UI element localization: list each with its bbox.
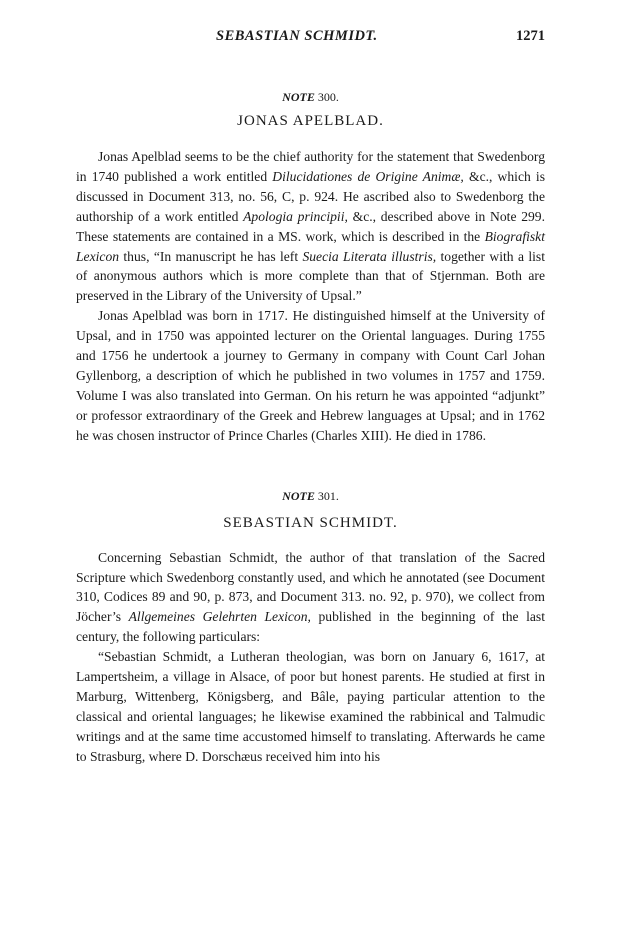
note-301-title: SEBASTIAN SCHMIDT. (223, 514, 398, 531)
p1-title-apologia: Apologia principii, (243, 208, 348, 224)
note-301-paragraph-2: “Sebastian Schmidt, a Lutheran theologian, was born on January 6, 1617, at Lampertsheim, a village in Alsace, of poor but honest parents. He studied at first in Marburg, Wittenberg, Königsberg, and Bâle, paying particular attention to the classical and oriental languages; he likewise examined the rabbinical and Talmudic writings and at the same time accustomed himself to translating. Afterwards he came to Strasburg, where D. Dorschæus received him into his (76, 649, 545, 764)
note-300-title: JONAS APELBLAD. (237, 113, 384, 129)
p3-text-a: Concerning Sebastian Schmidt, the author of that translation of the Sacred Scripture which Swedenborg constantly used, and which he annotated (see Document 310, Codices 89 and 90, p. 873, and Document 313. no. 92, p. 970), we collect from Jöcher’s (76, 549, 545, 625)
p1-text-i: together with a list of anonymous authors which is more complete than that of Stjernman. Both are preserved in the Library of the University of Upsal.” (76, 248, 545, 304)
p1-text-c: &c., which is discussed in Document 313, no. 56, C, p. 924. He ascribed also to Swedenborg the authorship of a work entitled (76, 168, 545, 224)
note-301-paragraph-1 (76, 548, 545, 648)
running-head (76, 28, 545, 50)
note-301-label-word: NOTE (282, 488, 315, 503)
p1-text-g: thus, “In manuscript he has left (119, 248, 303, 264)
note-301-number: 301. (317, 488, 339, 503)
note-300-paragraph-2: Jonas Apelblad was born in 1717. He distinguished himself at the University of Upsal, and in 1750 was appointed lecturer on the Oriental languages. During 1755 and 1756 he undertook a journey to Germany in company with Count Carl Johan Gyllenborg, a description of which he published in two volumes in 1757 and 1759. Volume I was also translated into German. On his return he was appointed “adjunkt” or professor extraordinary of the Greek and Hebrew languages at Upsal; and in 1762 he was chosen instructor of Prince Charles (Charles XIII). He died in 1786. (76, 308, 545, 443)
note-301-label (76, 489, 545, 504)
running-title: SEBASTIAN SCHMIDT. (216, 28, 378, 44)
note-300-label (76, 90, 545, 105)
p1-title-suecia: Suecia Literata illustris, (302, 248, 437, 264)
page-number: 1271 (516, 28, 545, 44)
book-page (76, 28, 545, 767)
p3-text-c: published in the beginning of the last century, the following particulars: (76, 609, 545, 645)
p1-text-e: &c., described above in Note 299. These statements are contained in a MS. work, which is described in the (76, 208, 545, 244)
p1-text-a: Jonas Apelblad seems to be the chief authority for the statement that Swedenborg in 1740 published a work entitled (76, 149, 545, 184)
note-300-label-word: NOTE (282, 90, 315, 104)
p3-title-lexicon: Allgemeines Gelehrten Lexicon, (128, 609, 311, 625)
p1-title-dilucidationes: Dilucidationes de Origine Animæ, (272, 168, 464, 184)
note-300-number: 300. (317, 90, 339, 104)
p1-title-biografiskt: Biografiskt Lexicon (76, 228, 545, 264)
note-300-paragraph-1 (76, 147, 545, 306)
